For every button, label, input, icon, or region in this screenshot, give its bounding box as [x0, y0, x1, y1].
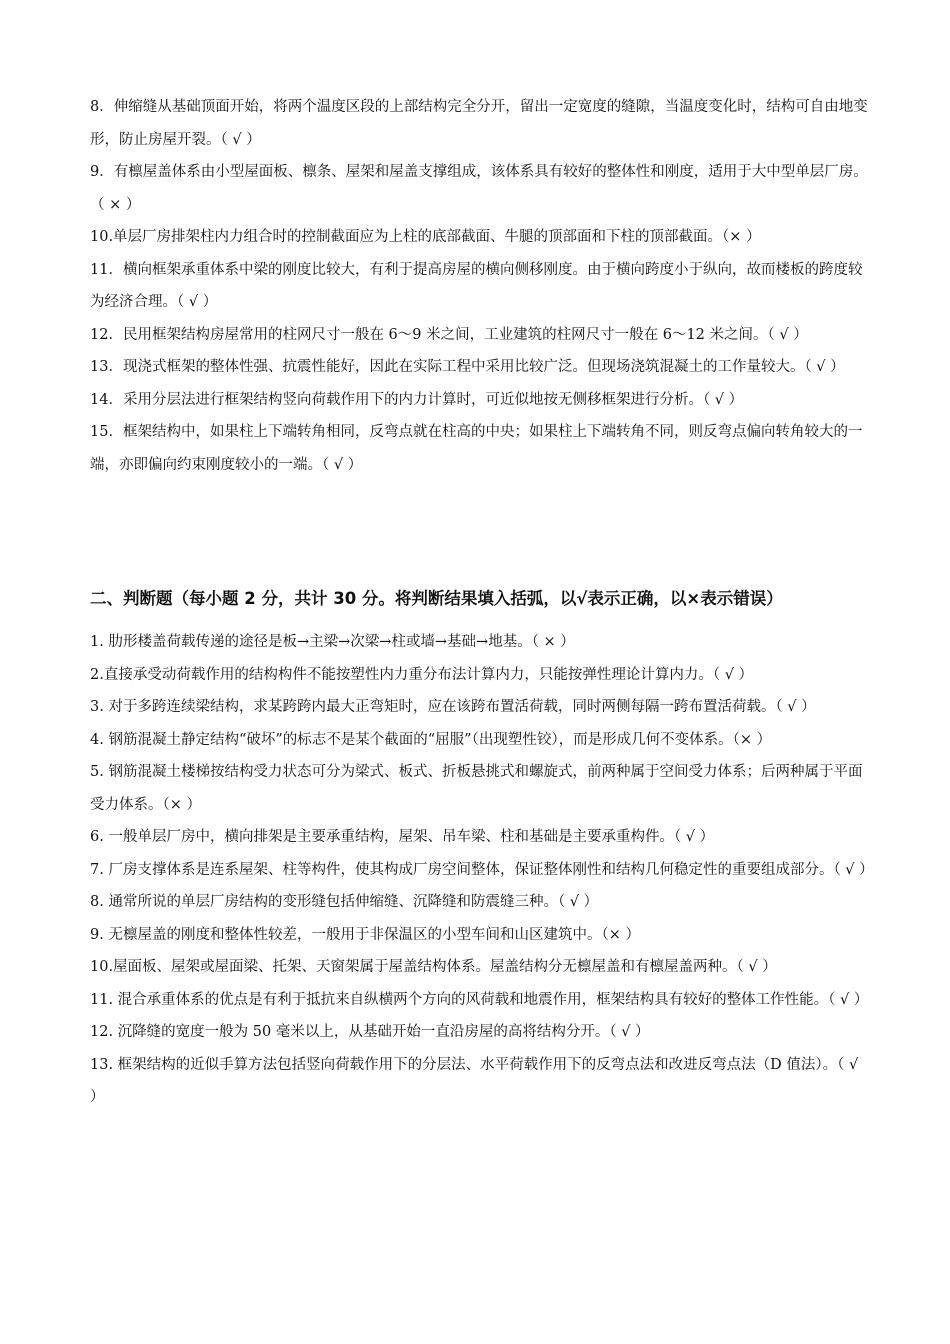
- question-item: 14．采用分层法进行框架结构竖向荷载作用下的内力计算时，可近似地按无侧移框架进行分析。（ √ ）: [90, 391, 744, 408]
- section-heading: 二、判断题（每小题 2 分，共计 30 分。将判断结果填入括弧，以√表示正确，以×表示错误）: [90, 589, 783, 608]
- question-item: 5. 钢筋混凝土楼梯按结构受力状态可分为梁式、板式、折板悬挑式和螺旋式，前两种属于空间受力体系；后两种属于平面受力体系。（× ）: [90, 764, 863, 813]
- question-item: 12. 沉降缝的宽度一般为 50 毫米以上，从基础开始一直沿房屋的高将结构分开。（ √ ）: [90, 1024, 650, 1040]
- question-item: 10.屋面板、屋架或屋面梁、托架、天窗架属于屋盖结构体系。屋盖结构分无檩屋盖和有檩屋盖两种。（ √ ）: [90, 959, 777, 975]
- section2-heading-block: [90, 583, 870, 615]
- question-item: 9. 无檩屋盖的刚度和整体性较差，一般用于非保温区的小型车间和山区建筑中。（× ）: [90, 926, 640, 943]
- question-item: 4. 钢筋混凝土静定结构“破坏”的标志不是某个截面的“屈服”（出现塑性铰），而是形成几何不变体系。（× ）: [90, 731, 772, 748]
- question-item: 13. 框架结构的近似手算方法包括竖向荷载作用下的分层法、水平荷载作用下的反弯点法和改进反弯点法（D 值法）。（ √ ）: [90, 1056, 859, 1105]
- question-item: 12．民用框架结构房屋常用的柱网尺寸一般在 6～9 米之间，工业建筑的柱网尺寸一般在 6～12 米之间。（ √ ）: [90, 326, 808, 343]
- question-item: 2.直接承受动荷载作用的结构构件不能按塑性内力重分布法计算内力，只能按弹性理论计算内力。（ √ ）: [90, 666, 754, 683]
- question-item: 6. 一般单层厂房中，横向排架是主要承重结构，屋架、吊车梁、柱和基础是主要承重构件。（ √ ）: [90, 829, 715, 845]
- question-item: 11．横向框架承重体系中梁的刚度比较大，有利于提高房屋的横向侧移刚度。由于横向跨度小于纵向，故而楼板的跨度较为经济合理。（ √ ）: [90, 261, 863, 310]
- question-item: 1. 肋形楼盖荷载传递的途径是板→主梁→次梁→柱或墙→基础→地基。（ × ）: [90, 634, 575, 650]
- question-item: 15．框架结构中，如果柱上下端转角相同，反弯点就在柱高的中央；如果柱上下端转角不同，则反弯点偏向转角较大的一端，亦即偏向约束刚度较小的一端。（ √ ）: [90, 424, 863, 473]
- question-item: 8．伸缩缝从基础顶面开始，将两个温度区段的上部结构完全分开，留出一定宽度的缝隙，当温度变化时，结构可自由地变形，防止房屋开裂。（ √ ）: [90, 99, 868, 148]
- question-item: 9．有檩屋盖体系由小型屋面板、檩条、屋架和屋盖支撑组成，该体系具有较好的整体性和刚度，适用于大中型单层厂房。（ × ）: [90, 164, 868, 213]
- question-item: 11. 混合承重体系的优点是有利于抵抗来自纵横两个方向的风荷载和地震作用，框架结构具有较好的整体工作性能。（ √ ）: [90, 991, 869, 1008]
- question-item: 3. 对于多跨连续梁结构，求某跨跨内最大正弯矩时，应在该跨布置活荷载，同时两侧每隔一跨布置活荷载。（ √ ）: [90, 699, 816, 715]
- section1-items: [90, 91, 870, 481]
- question-item: 7. 厂房支撑体系是连系屋架、柱等构件，使其构成厂房空间整体，保证整体刚性和结构几何稳定性的重要组成部分。（ √ ）: [90, 861, 874, 878]
- question-item: 13．现浇式框架的整体性强、抗震性能好，因此在实际工程中采用比较广泛。但现场浇筑混凝土的工作量较大。（ √ ）: [90, 359, 845, 375]
- question-item: 8. 通常所说的单层厂房结构的变形缝包括伸缩缝、沉降缝和防震缝三种。（ √ ）: [90, 894, 599, 910]
- section2-items: [90, 626, 874, 1114]
- question-item: 10.单层厂房排架柱内力组合时的控制截面应为上柱的底部截面、牛腿的顶部面和下柱的顶部截面。（× ）: [90, 229, 761, 245]
